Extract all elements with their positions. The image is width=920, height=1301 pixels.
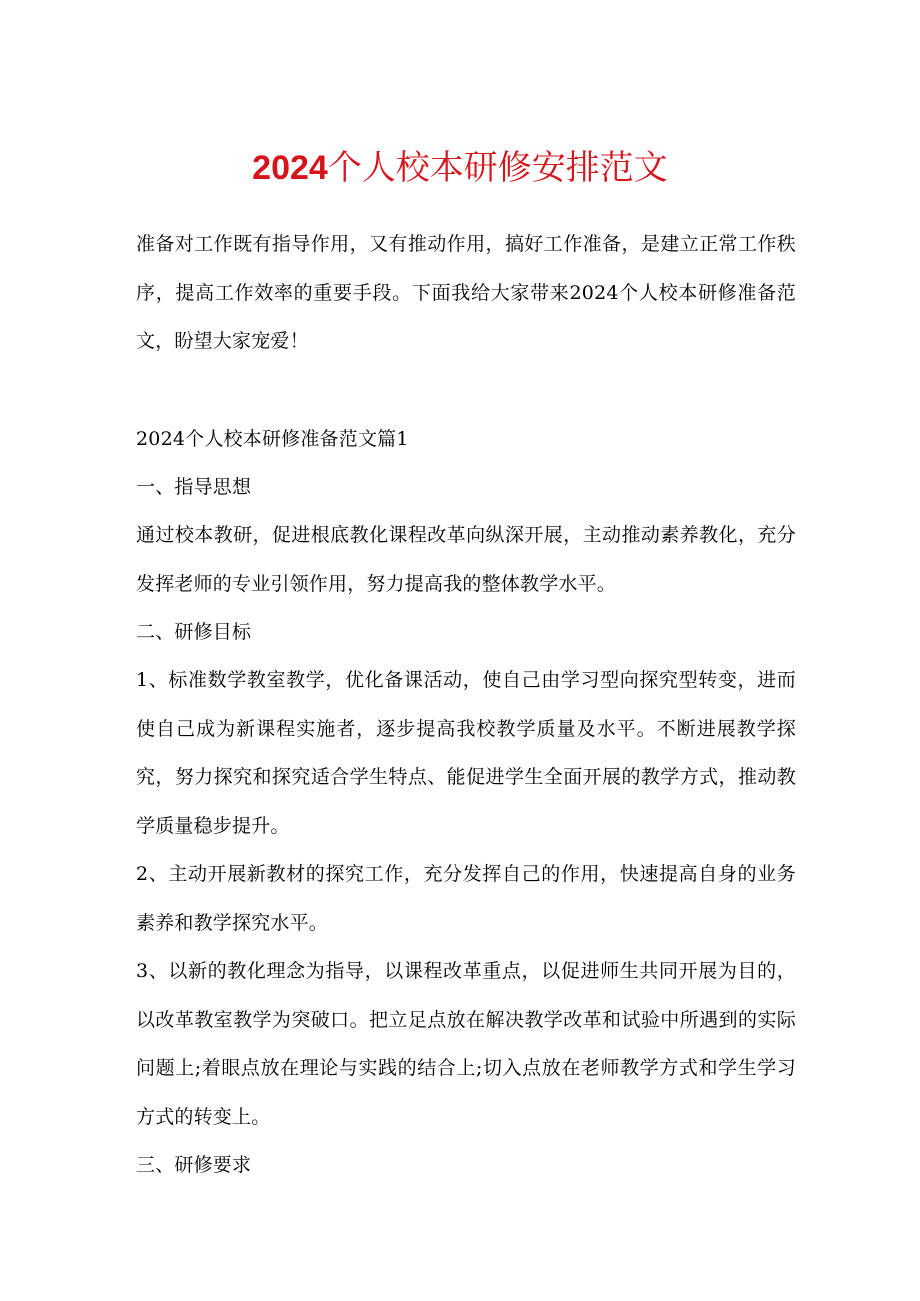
heading-research-goals: 二、研修目标 [136, 621, 252, 643]
goal-item-3: 3、以新的教化理念为指导，以课程改革重点，以促进师生共同开展为目的，以改革教室教学为突破口。把立足点放在解决教学改革和试验中所遇到的实际问题上;着眼点放在理论与实践的结合上;切入点放在老师教学方式和学生学习方式的转变上。 [136, 960, 796, 1128]
goal-item-2: 2、主动开展新教材的探究工作，充分发挥自己的作用，快速提高自身的业务素养和教学探究水平。 [136, 863, 796, 934]
goal-item-1: 1、标准数学教室教学，优化备课活动，使自己由学习型向探究型转变，进而使自己成为新课程实施者，逐步提高我校教学质量及水平。不断进展教学探究，努力探究和探究适合学生特点、能促进学生全面开展的教学方式，推动教学质量稳步提升。 [136, 669, 796, 837]
heading-research-requirements: 三、研修要求 [136, 1154, 252, 1176]
title-number: 2024 [252, 149, 328, 187]
section-heading: 2024个人校本研修准备范文篇1 [136, 428, 409, 450]
heading-guiding-ideology: 一、指导思想 [136, 476, 252, 498]
title-text: 个人校本研修安排范文 [327, 148, 668, 188]
document-title [0, 142, 920, 194]
intro-paragraph: 准备对工作既有指导作用，又有推动作用，搞好工作准备，是建立正常工作秩序，提高工作效率的重要手段。下面我给大家带来2024个人校本研修准备范文，盼望大家宠爱！ [136, 233, 796, 352]
paragraph-guiding-ideology: 通过校本教研，促进根底教化课程改革向纵深开展，主动推动素养教化，充分发挥老师的专业引领作用，努力提高我的整体教学水平。 [136, 524, 796, 595]
